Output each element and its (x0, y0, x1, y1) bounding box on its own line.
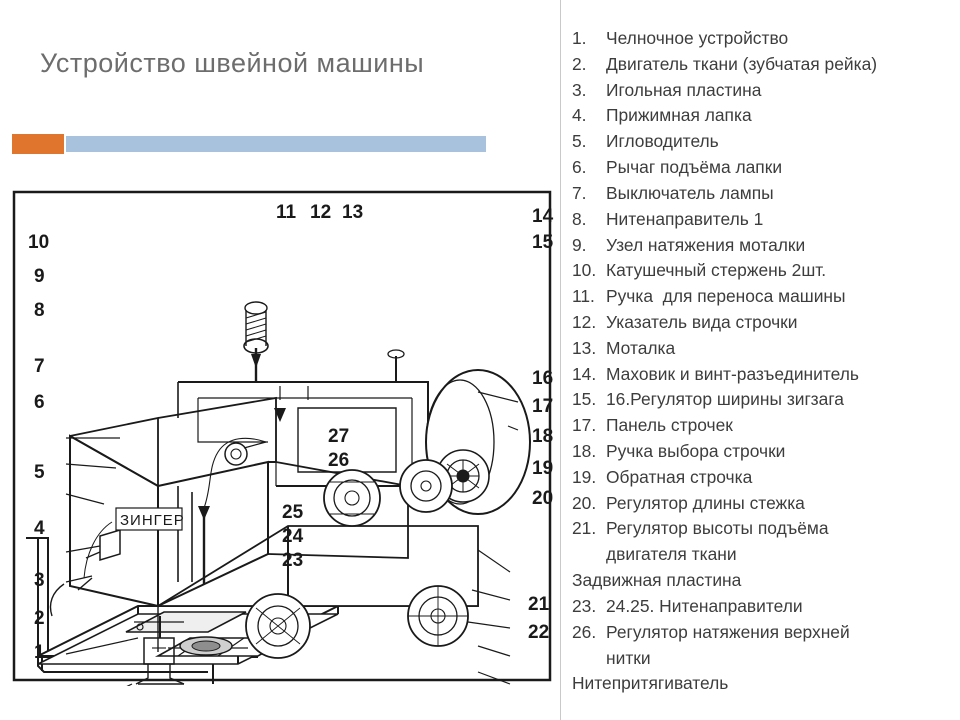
list-item-label: Ручка для переноса машины (606, 286, 846, 307)
list-item-number: 7. (572, 182, 587, 203)
list-item (572, 594, 952, 619)
sewing-machine-illustration (8, 186, 556, 686)
list-item-number: 5. (572, 131, 587, 152)
list-item-number: 13. (572, 337, 597, 358)
list-item-number: 17. (572, 415, 597, 436)
list-item (572, 336, 952, 361)
callout-12: 12 (310, 202, 332, 223)
list-item-label: Нитепритягиватель (572, 673, 729, 694)
list-item (572, 26, 952, 51)
list-item (572, 542, 952, 567)
list-item (572, 620, 952, 645)
callout-5: 5 (34, 462, 45, 483)
list-item-number: 10. (572, 260, 597, 281)
callout-19: 19 (532, 458, 554, 479)
list-item-label: Регулятор натяжения верхней (606, 621, 850, 642)
list-item-number: 26. (572, 621, 597, 642)
list-item (572, 439, 952, 464)
callout-16: 16 (532, 368, 554, 389)
list-item-label: Задвижная пластина (572, 570, 742, 591)
list-item (572, 181, 952, 206)
list-item (572, 516, 952, 541)
list-item (572, 362, 952, 387)
accent-bar-orange (12, 134, 64, 154)
list-item-number: 8. (572, 208, 587, 229)
list-item (572, 52, 952, 77)
callout-21: 21 (528, 594, 550, 615)
list-item-number: 3. (572, 79, 587, 100)
list-item-label: Челночное устройство (606, 28, 789, 48)
list-item (572, 233, 952, 258)
callout-27: 27 (328, 426, 350, 447)
list-item-continuation (572, 568, 952, 593)
callout-24: 24 (282, 526, 304, 547)
list-item-label: Узел натяжения моталки (606, 234, 806, 255)
list-item (572, 310, 952, 335)
list-item-label: Моталка (606, 337, 676, 358)
callout-1: 1 (34, 642, 45, 663)
list-item (572, 155, 952, 180)
list-item-label: 16.Регулятор ширины зигзага (606, 389, 844, 410)
callout-22: 22 (528, 622, 550, 643)
callout-11: 11 (276, 202, 297, 223)
list-item-number: 15. (572, 389, 597, 410)
list-item-label: Игловодитель (606, 131, 719, 152)
list-item-number: 21. (572, 518, 597, 539)
page-title: Устройство швейной машины (40, 48, 425, 78)
parts-list (572, 26, 952, 697)
callout-20: 20 (532, 488, 554, 509)
list-item (572, 646, 952, 671)
list-item-number: 2. (572, 53, 587, 74)
list-item-label: Панель строчек (606, 415, 733, 436)
list-item (572, 284, 952, 309)
list-item-label: Рычаг подъёма лапки (606, 157, 783, 178)
list-item-number: 12. (572, 311, 597, 332)
list-item-label: Указатель вида строчки (606, 311, 798, 332)
list-item-label: Выключатель лампы (606, 182, 774, 203)
list-item (572, 491, 952, 516)
list-item-number: 14. (572, 363, 597, 384)
callout-14: 14 (532, 206, 554, 227)
list-item-number: 19. (572, 466, 597, 487)
callout-15: 15 (532, 232, 554, 253)
sewing-machine-diagram (8, 186, 556, 686)
brand-plate-text: ЗИНГЕР (120, 512, 185, 529)
list-item (572, 78, 952, 103)
callout-7: 7 (34, 356, 45, 377)
list-item (572, 129, 952, 154)
list-item-number: 18. (572, 441, 597, 461)
vertical-divider (560, 0, 561, 720)
list-item-label: Нитенаправитель 1 (606, 208, 764, 229)
callout-26: 26 (328, 450, 350, 471)
callout-13: 13 (342, 202, 364, 223)
list-item-label: 24.25. Нитенаправители (606, 595, 803, 616)
callout-18: 18 (532, 426, 554, 447)
list-item-label: Маховик и винт-разъединитель (606, 363, 859, 384)
list-item-label: Ручка выбора строчки (606, 441, 786, 461)
callout-17: 17 (532, 396, 554, 417)
list-item-label: Регулятор длины стежка (606, 492, 805, 513)
accent-bar-blue (66, 136, 486, 152)
callout-6: 6 (34, 392, 45, 413)
list-item-label: Двигатель ткани (зубчатая рейка) (606, 53, 878, 74)
list-item-label: нитки (606, 647, 651, 668)
right-pane (566, 0, 960, 720)
list-item-label: двигателя ткани (606, 544, 737, 565)
list-item-number: 1. (572, 28, 587, 48)
list-item-label: Катушечный стержень 2шт. (606, 260, 827, 281)
list-item (572, 387, 952, 412)
callout-2: 2 (34, 608, 45, 629)
list-item (572, 103, 952, 128)
callout-23: 23 (282, 550, 304, 571)
list-item-number: 23. (572, 595, 597, 616)
list-item (572, 413, 952, 438)
list-item-number: 11. (572, 286, 595, 307)
list-item-number: 20. (572, 492, 597, 513)
list-item (572, 465, 952, 490)
callout-10: 10 (28, 232, 50, 253)
list-item-label: Регулятор высоты подъёма (606, 518, 829, 539)
callout-8: 8 (34, 300, 45, 321)
callout-4: 4 (34, 518, 45, 539)
list-item-label: Обратная строчка (606, 466, 753, 487)
list-item-number: 6. (572, 157, 587, 178)
list-item-label: Игольная пластина (606, 79, 762, 100)
list-item-number: 4. (572, 105, 587, 126)
callout-25: 25 (282, 502, 304, 523)
list-item-continuation (572, 671, 952, 696)
list-item-label: Прижимная лапка (606, 105, 752, 126)
list-item-number: 9. (572, 234, 587, 255)
list-item (572, 258, 952, 283)
callout-9: 9 (34, 266, 45, 287)
list-item (572, 207, 952, 232)
callout-3: 3 (34, 570, 45, 591)
